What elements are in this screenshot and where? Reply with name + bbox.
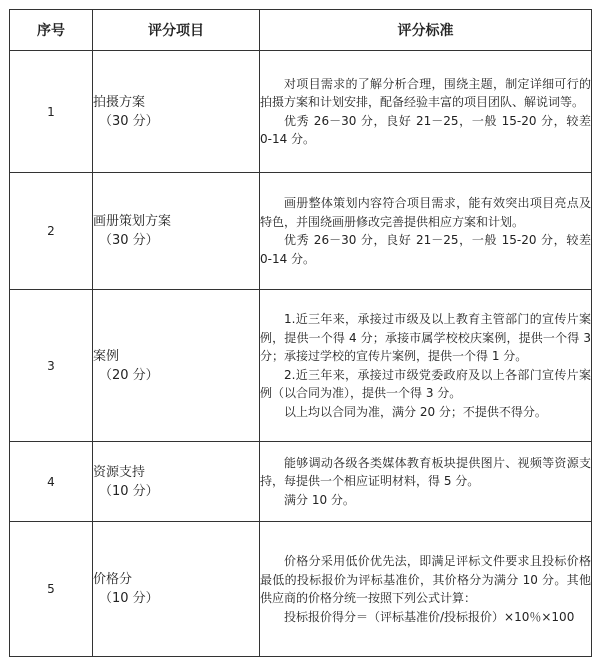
criteria-paragraph: 价格分采用低价优先法，即满足评标文件要求且投标价格最低的投标报价为评标基准价，其价格分为满分 10 分。其他供应商的价格分统一按照下列公式计算：	[260, 554, 591, 605]
scoring-item	[93, 522, 260, 657]
item-name: 案例	[93, 348, 120, 364]
table-row	[10, 442, 592, 522]
item-name: 拍摄方案	[93, 94, 146, 110]
scoring-item	[93, 442, 260, 522]
criteria-paragraph: 投标报价得分＝（评标基准价/投标报价）×10％×100	[284, 609, 575, 624]
header-no: 序号	[10, 10, 93, 51]
scoring-criteria	[260, 173, 592, 290]
item-points: （30 分）	[99, 113, 159, 129]
row-number: 1	[10, 51, 93, 173]
row-number: 4	[10, 442, 93, 522]
row-number: 3	[10, 290, 93, 442]
item-name: 价格分	[93, 572, 133, 587]
header-row	[10, 10, 592, 51]
criteria-paragraph: 优秀 26－30 分，良好 21－25，一般 15-20 分，较差 0-14 分。	[260, 233, 591, 266]
item-name: 画册策划方案	[93, 214, 172, 229]
criteria-paragraph: 优秀 26－30 分，良好 21－25，一般 15-20 分，较差 0-14 分。	[260, 113, 591, 146]
scoring-table	[9, 9, 592, 657]
scoring-criteria	[260, 51, 592, 173]
table-row	[10, 522, 592, 657]
row-number: 5	[10, 522, 93, 657]
scoring-criteria	[260, 290, 592, 442]
header-item: 评分项目	[93, 10, 260, 51]
table-row	[10, 51, 592, 173]
criteria-paragraph: 以上均以合同为准，满分 20 分；不提供不得分。	[284, 404, 547, 419]
table-row	[10, 173, 592, 290]
table-row	[10, 290, 592, 442]
criteria-paragraph: 1.近三年来，承接过市级及以上教育主管部门的宣传片案例，提供一个得 4 分；承接市属学校校庆案例，提供一个得 3 分；承接过学校的宣传片案例，提供一个得 1 分。	[260, 312, 591, 363]
item-points: （10 分）	[99, 483, 159, 499]
item-name: 资源支持	[93, 464, 146, 480]
criteria-paragraph: 能够调动各级各类媒体教育板块提供图片、视频等资源支持，每提供一个相应证明材料，得 5 分。	[260, 455, 591, 489]
header-criteria: 评分标准	[260, 10, 592, 51]
scoring-item	[93, 290, 260, 442]
item-points: （20 分）	[99, 367, 159, 383]
criteria-paragraph: 对项目需求的了解分析合理，围绕主题，制定详细可行的拍摄方案和计划安排，配备经验丰富的项目团队、解说词等。	[260, 76, 591, 109]
row-number: 2	[10, 173, 93, 290]
item-points: （30 分）	[99, 233, 159, 248]
scoring-criteria	[260, 522, 592, 657]
criteria-paragraph: 2.近三年来，承接过市级党委政府及以上各部门宣传片案例（以合同为准），提供一个得 3 分。	[260, 367, 591, 400]
scoring-criteria	[260, 442, 592, 522]
scoring-item	[93, 173, 260, 290]
scoring-item	[93, 51, 260, 173]
criteria-paragraph: 满分 10 分。	[284, 492, 355, 507]
item-points: （10 分）	[99, 591, 159, 606]
criteria-paragraph: 画册整体策划内容符合项目需求，能有效突出项目亮点及特色，并围绕画册修改完善提供相应方案和计划。	[260, 196, 591, 229]
